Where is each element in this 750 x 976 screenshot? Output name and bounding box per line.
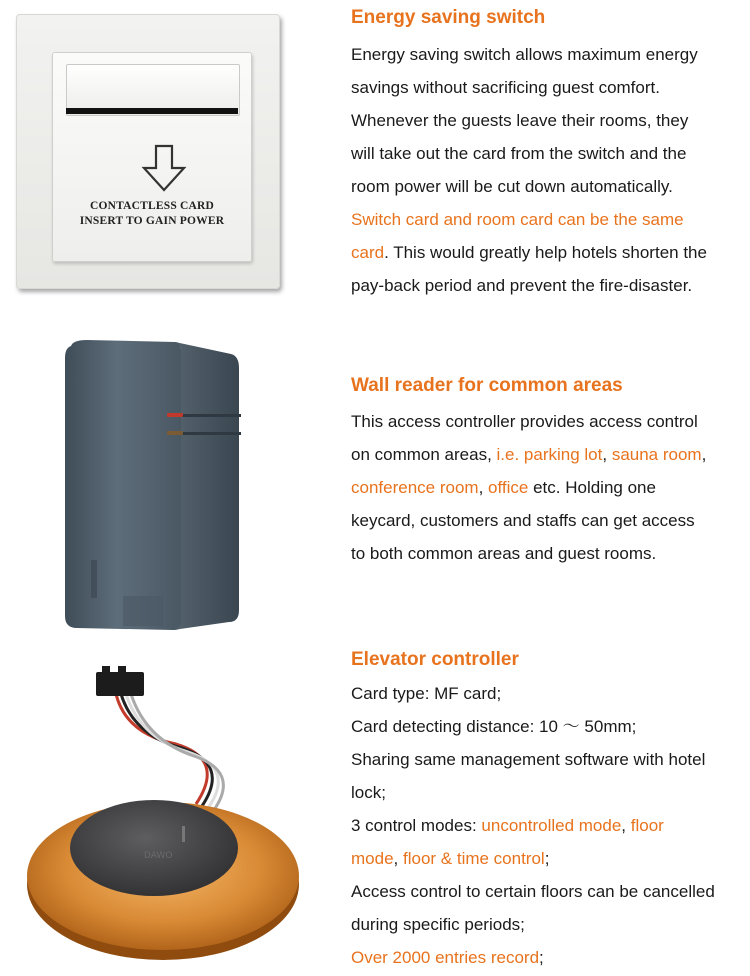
switch-description bbox=[351, 38, 750, 302]
text-fragment: , bbox=[478, 478, 489, 497]
elevator-title: Elevator controller bbox=[351, 649, 519, 670]
text-line bbox=[351, 236, 750, 269]
text-line: Card detecting distance: 10 ～ 50mm; bbox=[351, 717, 637, 736]
switch-label-line-2: INSERT TO GAIN POWER bbox=[79, 215, 225, 227]
text-line: lock; bbox=[351, 783, 386, 802]
reader-description bbox=[351, 405, 750, 570]
text-line: room power will be cut down automatically. bbox=[351, 177, 673, 196]
highlight-text: i.e. parking lot bbox=[496, 445, 603, 464]
text-fragment: , bbox=[393, 849, 403, 868]
highlight-text: Switch card and room card can be the same bbox=[351, 210, 684, 229]
highlight-text: conference room bbox=[351, 478, 479, 497]
text-fragment: . This would greatly help hotels shorten the bbox=[384, 243, 707, 262]
switch-text-block bbox=[351, 6, 750, 302]
card-slot bbox=[66, 108, 238, 114]
text-fragment: 3 control modes: bbox=[351, 816, 482, 835]
reader-text-block bbox=[351, 374, 750, 570]
wall-reader-image bbox=[63, 340, 241, 630]
text-fragment: ; bbox=[539, 948, 544, 967]
highlight-text: office bbox=[488, 478, 529, 497]
text-line: to both common areas and guest rooms. bbox=[351, 544, 657, 563]
switch-title: Energy saving switch bbox=[351, 7, 546, 28]
device-brand-mark: DAWO bbox=[144, 851, 173, 861]
switch-plate bbox=[16, 14, 280, 289]
text-line: pay-back period and prevent the fire-disaster. bbox=[351, 276, 693, 295]
text-line bbox=[351, 941, 750, 974]
elevator-controller-image bbox=[26, 664, 306, 964]
switch-inner-panel bbox=[52, 52, 252, 262]
highlight-text: floor & time control bbox=[402, 849, 545, 868]
highlight-text: mode bbox=[351, 849, 394, 868]
text-line: Card type: MF card; bbox=[351, 684, 502, 703]
reader-title: Wall reader for common areas bbox=[351, 375, 623, 396]
highlight-text: sauna room bbox=[611, 445, 702, 464]
highlight-text: floor bbox=[630, 816, 664, 835]
text-line: Whenever the guests leave their rooms, they bbox=[351, 111, 689, 130]
text-line: Access control to certain floors can be cancelled bbox=[351, 882, 715, 901]
text-line: Sharing same management software with hotel bbox=[351, 750, 706, 769]
text-fragment: ; bbox=[544, 849, 550, 868]
elevator-description bbox=[351, 677, 750, 974]
switch-label-line-1: CONTACTLESS CARD bbox=[89, 200, 215, 212]
highlight-text: card bbox=[351, 243, 385, 262]
text-fragment: on common areas, bbox=[351, 445, 497, 464]
elevator-text-block bbox=[351, 648, 750, 974]
highlight-text: uncontrolled mode bbox=[481, 816, 622, 835]
highlight-text: Over 2000 entries record bbox=[351, 948, 540, 967]
text-fragment: , bbox=[621, 816, 631, 835]
text-line bbox=[351, 438, 750, 471]
text-line bbox=[351, 471, 750, 504]
text-line: keycard, customers and staffs can get access bbox=[351, 511, 695, 530]
text-fragment: , bbox=[602, 445, 612, 464]
text-fragment: etc. Holding one bbox=[528, 478, 656, 497]
text-line: Energy saving switch allows maximum energy bbox=[351, 45, 698, 64]
text-line: during specific periods; bbox=[351, 915, 525, 934]
arrow-down-outline-icon bbox=[138, 142, 190, 194]
text-line bbox=[351, 809, 750, 842]
text-line: savings without sacrificing guest comfort. bbox=[351, 78, 660, 97]
text-line: will take out the card from the switch and the bbox=[351, 144, 687, 163]
text-line bbox=[351, 842, 750, 875]
text-fragment: , bbox=[701, 445, 707, 464]
text-line: This access controller provides access control bbox=[351, 412, 698, 431]
